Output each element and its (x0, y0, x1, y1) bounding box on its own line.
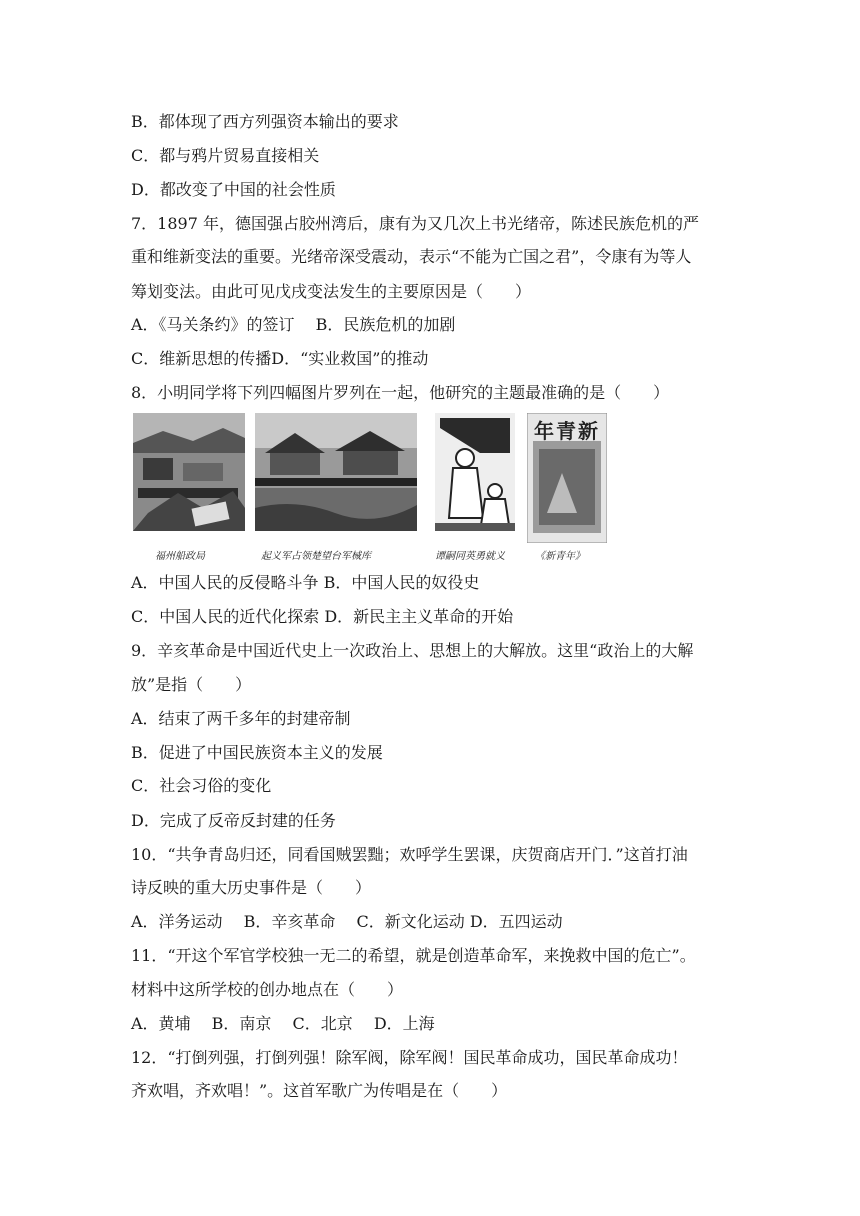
q9-option-c: C．社会习俗的变化 (131, 776, 272, 795)
q9-option-a: A．结束了两千多年的封建帝制 (131, 709, 351, 728)
q6-option-b: B．都体现了西方列强资本输出的要求 (131, 112, 399, 131)
q8-image-tansitong (435, 413, 515, 531)
q8-caption-2: 起义军占领楚望台军械库 (261, 551, 371, 562)
q10-stem-line-2: 诗反映的重大历史事件是（ ） (131, 878, 372, 897)
q8-image-strip (131, 413, 611, 563)
q11-options: A．黄埔 B．南京 C．北京 D．上海 (131, 1014, 435, 1033)
q7-stem-line-1: 7．1897 年，德国强占胶州湾后，康有为又几次上书光绪帝，陈述民族危机的严 (131, 214, 699, 233)
q12-stem-line-1: 12．“打倒列强，打倒列强！除军阀，除军阀！国民革命成功，国民革命成功！ (131, 1048, 688, 1067)
q9-stem-line-2: 放”是指（ ） (131, 675, 252, 694)
q8-image-fuzhou (133, 413, 245, 531)
shipyard-photo (133, 413, 245, 531)
q8-caption-3: 谭嗣同英勇就义 (435, 551, 505, 562)
tansitong-illustration (435, 413, 515, 531)
q8-options-line-2: C．中国人民的近代化探索 D．新民主主义革命的开始 (131, 607, 514, 626)
q7-options-line-2: C．维新思想的传播D．“实业救国”的推动 (131, 349, 429, 368)
q11-stem-line-2: 材料中这所学校的创办地点在（ ） (131, 980, 404, 999)
q8-options-line-1: A．中国人民的反侵略斗争 B．中国人民的奴役史 (131, 573, 480, 592)
q6-option-c: C．都与鸦片贸易直接相关 (131, 146, 320, 165)
q11-stem-line-1: 11．“开这个军官学校独一无二的希望，就是创造革命军，来挽救中国的危亡”。 (131, 946, 696, 965)
q8-caption-4: 《新青年》 (535, 551, 585, 562)
q8-image-newyouth (527, 413, 607, 543)
q9-stem-line-1: 9．辛亥革命是中国近代史上一次政治上、思想上的大解放。这里“政治上的大解 (131, 641, 694, 660)
q9-option-d: D．完成了反帝反封建的任务 (131, 811, 336, 830)
q10-options: A．洋务运动 B．辛亥革命 C．新文化运动 D．五四运动 (131, 912, 563, 931)
q12-stem-line-2: 齐欢唱，齐欢唱！”。这首军歌广为传唱是在（ ） (131, 1081, 508, 1100)
q8-stem: 8．小明同学将下列四幅图片罗列在一起，他研究的主题最准确的是（ ） (131, 383, 670, 402)
armory-photo (255, 413, 417, 531)
q9-option-b: B．促进了中国民族资本主义的发展 (131, 743, 383, 762)
q8-image-armory (255, 413, 417, 531)
q7-stem-line-2: 重和维新变法的重要。光绪帝深受震动，表示“不能为亡国之君”，令康有为等人 (131, 247, 692, 266)
q10-stem-line-1: 10．“共争青岛归还，同看国贼罢黜；欢呼学生罢课，庆贺商店开门．”这首打油 (131, 845, 688, 864)
newyouth-cover-title: 年青新 (534, 419, 600, 443)
q6-option-d: D．都改变了中国的社会性质 (131, 180, 336, 199)
q7-stem-line-3: 筹划变法。由此可见戊戌变法发生的主要原因是（ ） (131, 282, 532, 301)
q8-caption-1: 福州船政局 (155, 551, 205, 562)
q7-options-line-1: A．《马关条约》的签订 B．民族危机的加剧 (131, 315, 456, 334)
